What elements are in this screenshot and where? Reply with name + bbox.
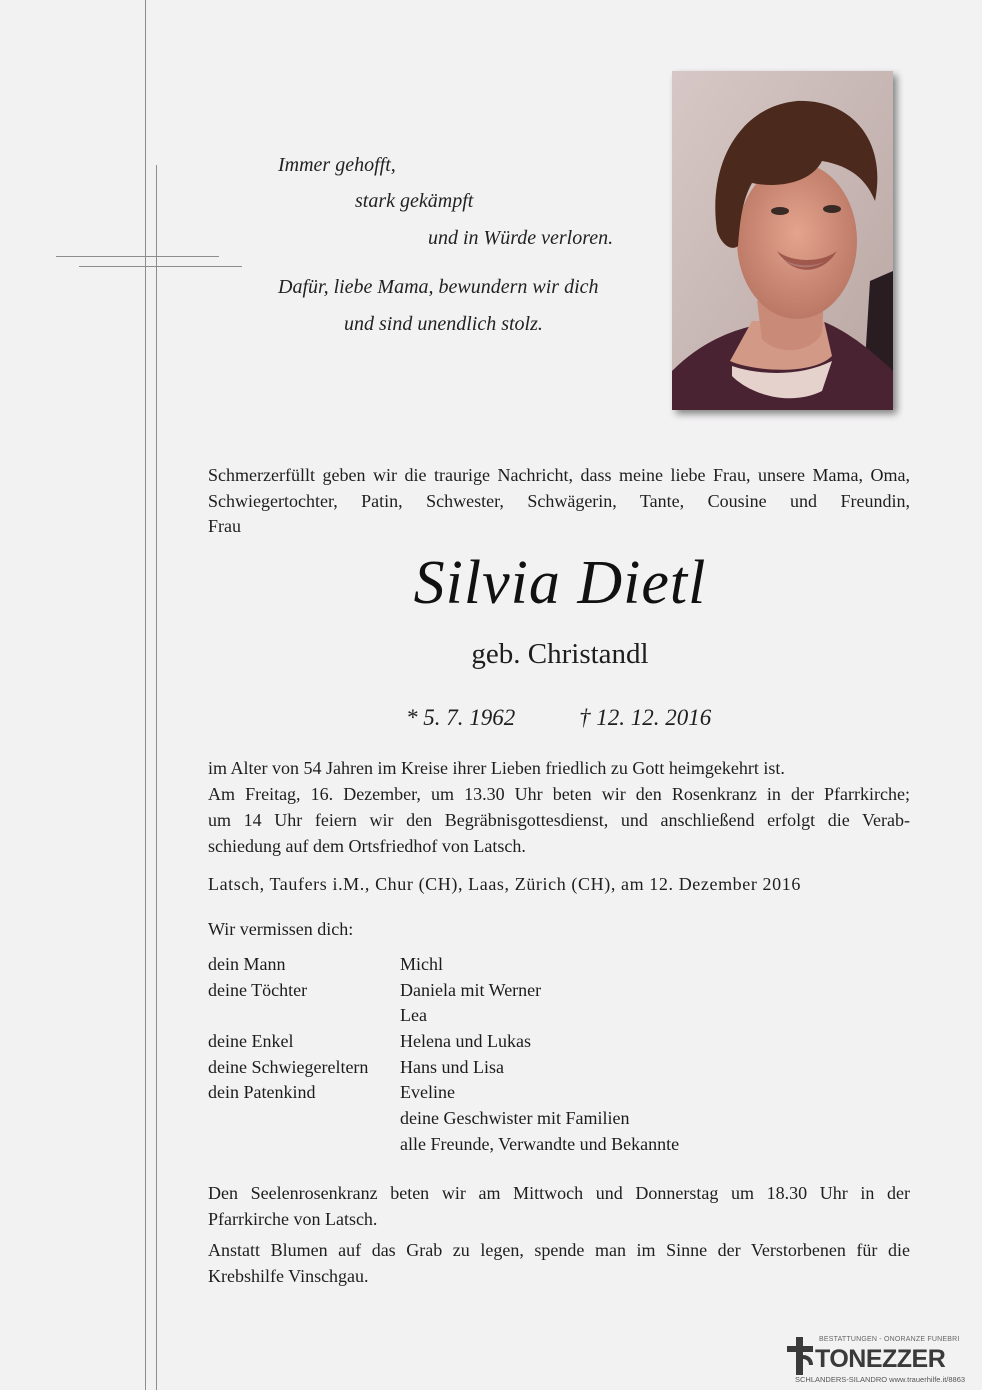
closing-p1-line-1: Den Seelenrosenkranz beten wir am Mittwoch und Donnerstag um 18.30 Uhr in der bbox=[208, 1183, 910, 1203]
announcement-last-word: Frau bbox=[208, 516, 241, 536]
poem-line-1: Immer gehofft, bbox=[278, 154, 396, 176]
deceased-name: Silvia Dietl bbox=[413, 549, 707, 617]
mourner-relation: deine Schwiegereltern bbox=[208, 1057, 369, 1077]
cross-vertical-line-left bbox=[145, 0, 146, 1390]
cross-horizontal-line-upper bbox=[56, 256, 219, 257]
poem-line-5: und sind unendlich stolz. bbox=[344, 313, 543, 335]
mourner-names: Lea bbox=[400, 1005, 427, 1025]
mourners-intro: Wir vermissen dich: bbox=[208, 919, 354, 939]
mourner-relation: dein Patenkind bbox=[208, 1082, 316, 1102]
mourner-names: Eveline bbox=[400, 1082, 455, 1102]
announcement-text: Schmerzerfüllt geben wir die traurige Nachricht, dass meine liebe Frau, unsere Mama, Oma, Schwiegertochter, Patin, Schwester, Schwägerin, Tante, Cousine und Freundin, bbox=[208, 465, 910, 511]
logo-name: TONEZZER bbox=[815, 1345, 946, 1373]
logo-footer: SCHLANDERS-SILANDRO www.trauerhilfe.it/8863 bbox=[795, 1375, 966, 1384]
mourner-names: alle Freunde, Verwandte und Bekannte bbox=[400, 1134, 680, 1154]
place-date-line: Latsch, Taufers i.M., Chur (CH), Laas, Zürich (CH), am 12. Dezember 2016 bbox=[208, 874, 801, 894]
poem-line-3: und in Würde verloren. bbox=[428, 227, 614, 249]
poem-line-4: Dafür, liebe Mama, bewundern wir dich bbox=[278, 276, 599, 298]
closing-p1-line-2: Pfarrkirche von Latsch. bbox=[208, 1209, 378, 1229]
mourner-names: Daniela mit Werner bbox=[400, 980, 542, 1000]
closing-p2-line-1: Anstatt Blumen auf das Grab zu legen, spende man im Sinne der Verstorbenen für die bbox=[208, 1240, 910, 1260]
closing-p2-line-2: Krebshilfe Vinschgau. bbox=[208, 1266, 369, 1286]
mourner-names: deine Geschwister mit Familien bbox=[400, 1108, 630, 1128]
portrait-photo bbox=[672, 71, 893, 410]
cross-vertical-line-right bbox=[156, 165, 157, 1390]
logo-cross-icon bbox=[785, 1337, 815, 1375]
poem-line-2: stark gekämpft bbox=[355, 190, 474, 212]
logo-tagline: BESTATTUNGEN - ONORANZE FUNEBRI bbox=[819, 1336, 960, 1343]
body-line-4: schiedung auf dem Ortsfriedhof von Latsch. bbox=[208, 836, 526, 856]
mourner-names: Michl bbox=[400, 954, 443, 974]
mourner-relation: deine Töchter bbox=[208, 980, 308, 1000]
cross-horizontal-line-lower bbox=[79, 266, 242, 267]
mourner-names: Helena und Lukas bbox=[400, 1031, 531, 1051]
funeral-home-logo bbox=[785, 1334, 966, 1384]
maiden-name: geb. Christandl bbox=[471, 638, 649, 670]
mourner-relation: dein Mann bbox=[208, 954, 286, 974]
body-line-1: im Alter von 54 Jahren im Kreise ihrer Lieben friedlich zu Gott heimgekehrt ist. bbox=[208, 758, 785, 778]
death-date: † 12. 12. 2016 bbox=[579, 705, 712, 730]
mourner-relation: deine Enkel bbox=[208, 1031, 294, 1051]
body-line-2: Am Freitag, 16. Dezember, um 13.30 Uhr beten wir den Rosenkranz in der Pfarrkirche; bbox=[208, 784, 910, 804]
mourner-names: Hans und Lisa bbox=[400, 1057, 504, 1077]
body-line-3: um 14 Uhr feiern wir den Begräbnisgottesdienst, und anschließend erfolgt die Verab- bbox=[208, 810, 910, 830]
birth-date: * 5. 7. 1962 bbox=[406, 705, 516, 730]
